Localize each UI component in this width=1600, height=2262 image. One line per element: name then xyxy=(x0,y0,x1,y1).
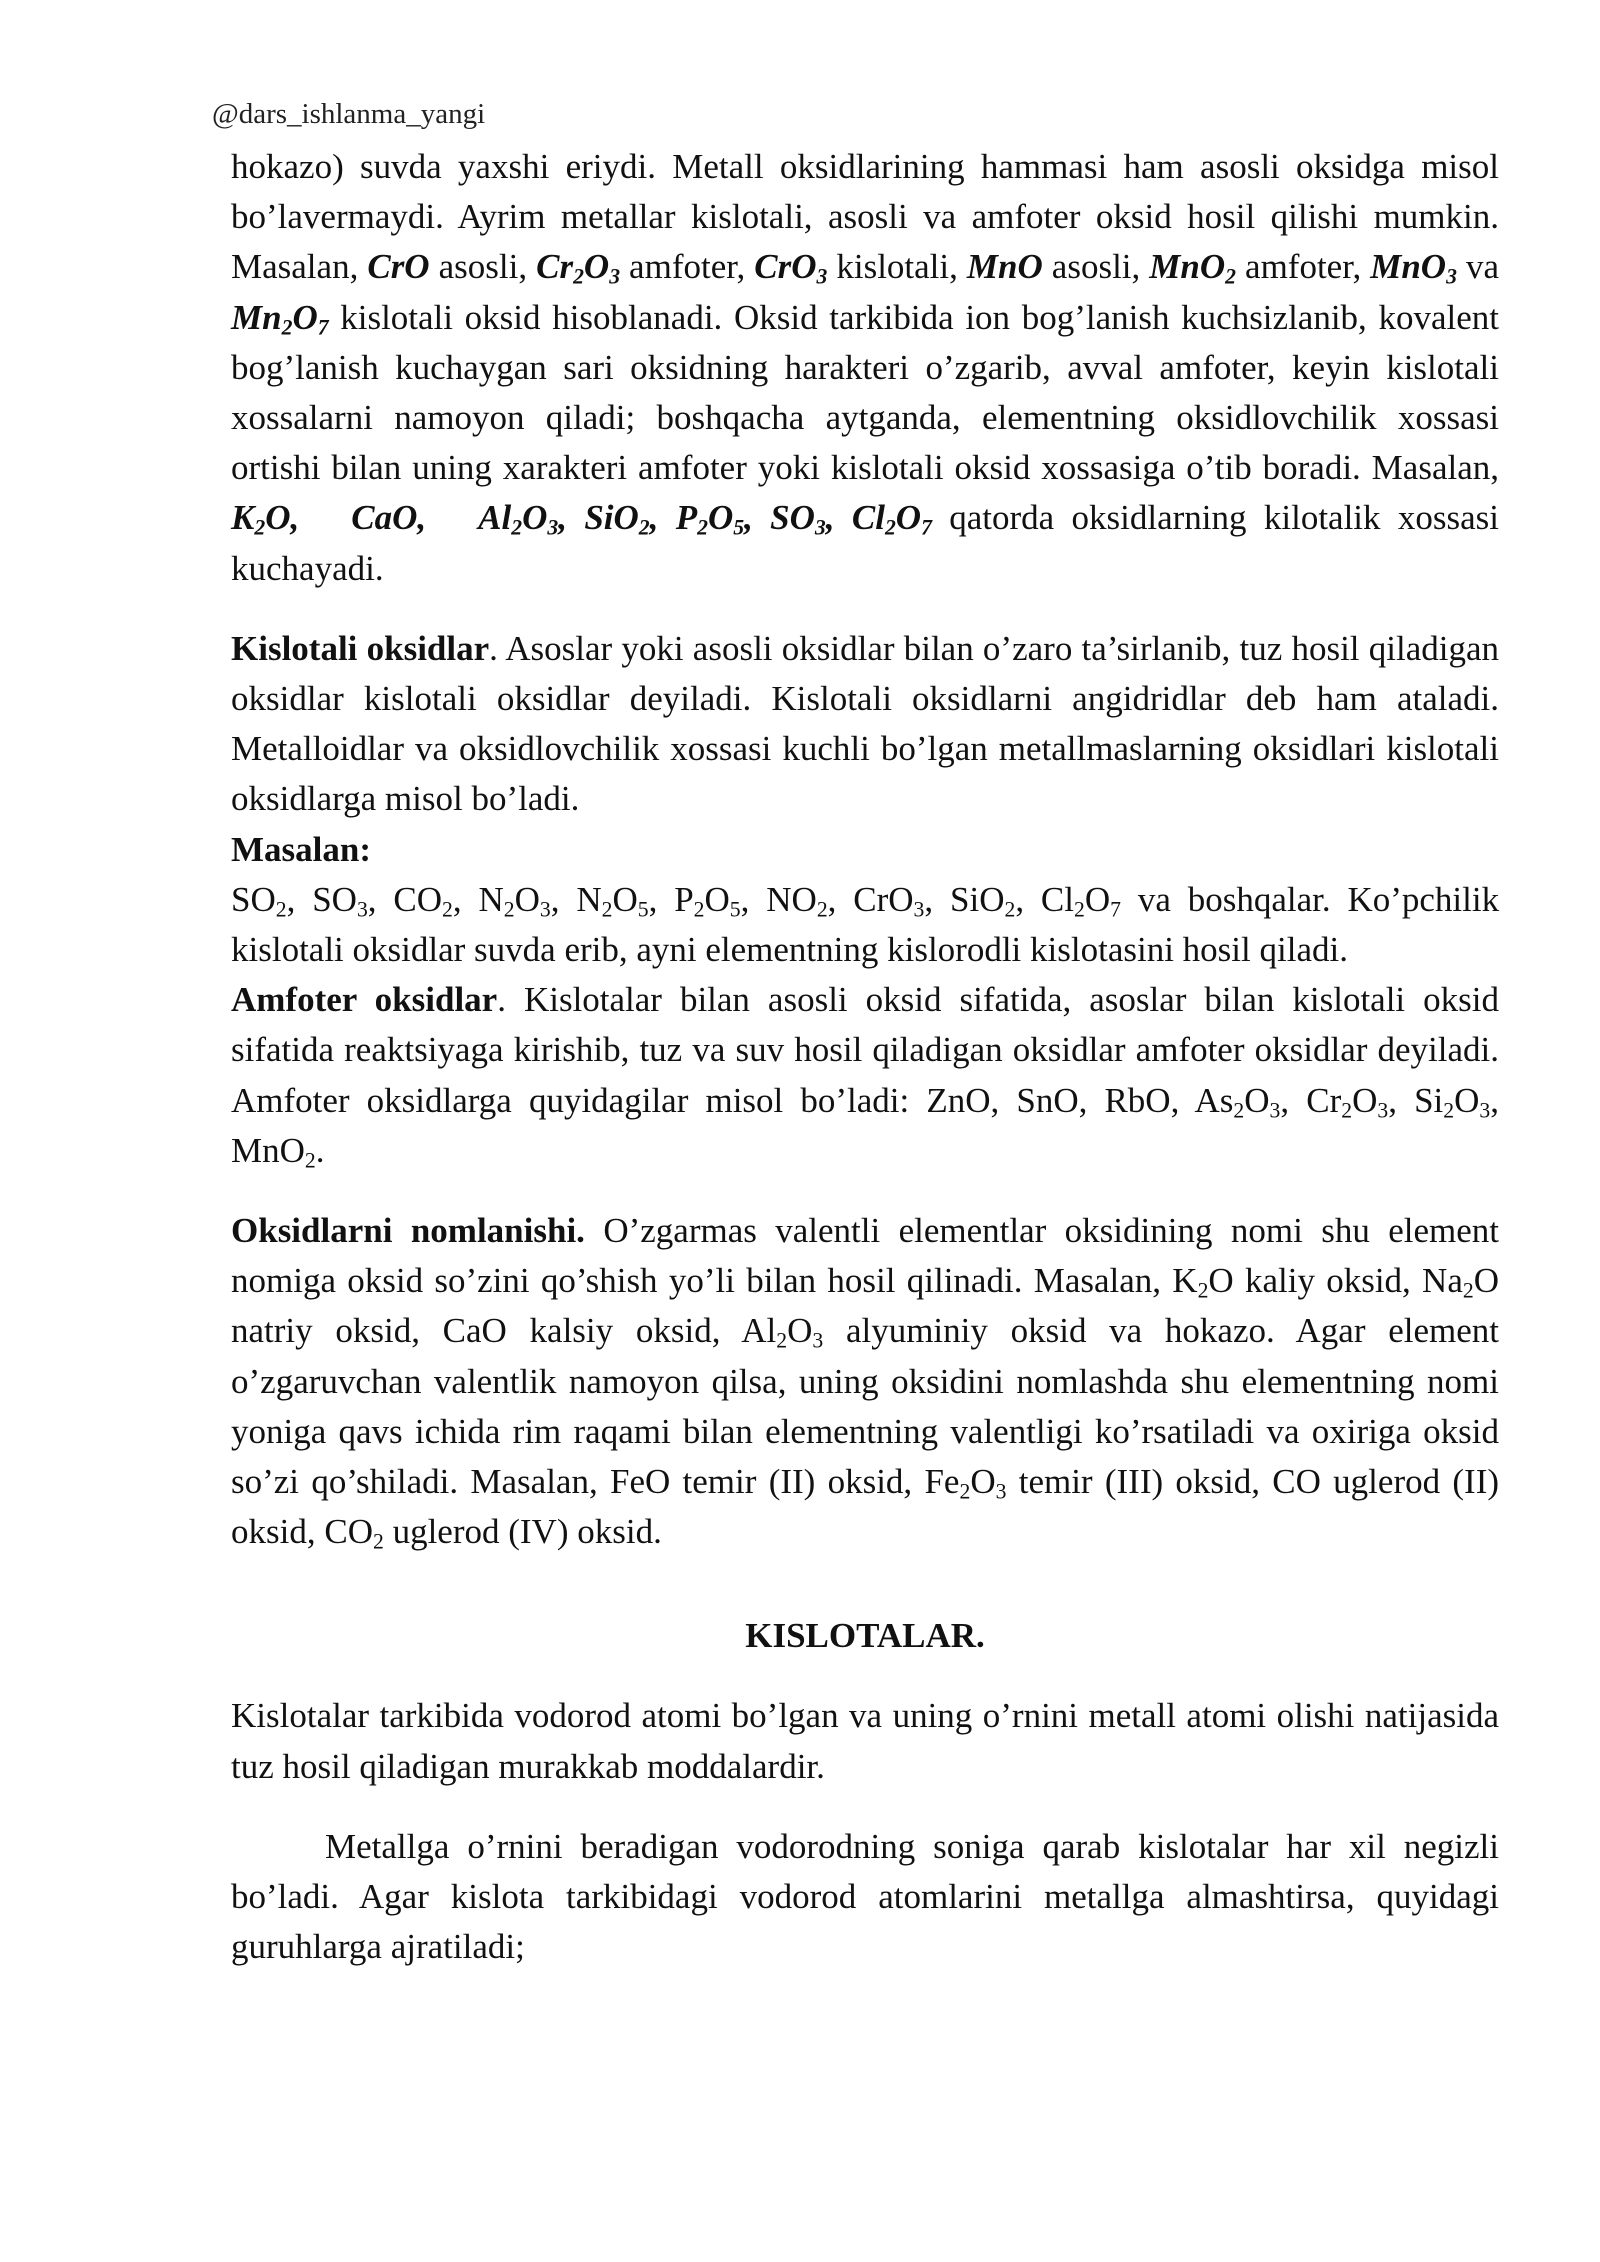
spacer xyxy=(231,1557,1499,1611)
spacer xyxy=(231,1176,1499,1206)
term-oxide-naming: Oksidlarni nomlanishi. xyxy=(231,1211,585,1251)
term-acidic-oxides: Kislotali oksidlar xyxy=(231,628,490,668)
paragraph-oxide-character: hokazo) suvda yaxshi eriydi. Metall oksidlarining hammasi ham asosli oksidga misol bo’lavermaydi. Ayrim metallar kislotali, asosli va amfoter oksid hosil qilishi mumkin. Masalan, CrO asosli, $Cr_2O_3$ amfoter, CrO$_3$ kislotali, MnO asosli, MnO$_2$ amfoter, MnO$_3$ va $Mn_2O_7$ kislotali oksid hisoblanadi. Oksid tarkibida ion bog’lanish kuchsizlanib, kovalent bog’lanish kuchaygan sari oksidning harakteri o’zgarib, avval amfoter, keyin kislotali xossalarni namoyon qiladi; boshqacha aytganda, elementning oksidlovchilik xossasi ortishi bilan uning xarakteri amfoter yoki kislotali oksid xossasiga o’tib boradi. Masalan, $K_2O$, CaO, $Al_2O_3$, SiO$_2$, $P_2O_5$, $SO_3$, $Cl_2O_7$ qatorda oksidlarning kilotalik xossasi kuchayadi. xyxy=(231,147,1499,588)
section-heading-acids: KISLOTALAR. xyxy=(745,1616,985,1656)
spacer xyxy=(231,1661,1499,1691)
paragraph-acidic-oxides: Kislotali oksidlar. Asoslar yoki asosli oksidlar bilan o’zaro ta’sirlanib, tuz hosil qiladigan oksidlar kislotali oksidlar deyiladi. Kislotali oksidlarni angidridlar deb ham ataladi. Metalloidlar va oksidlovchilik xossasi kuchli bo’lgan metallmaslarning oksidlari kislotali oksidlarga misol bo’ladi. xyxy=(231,628,1499,819)
label-masalan: Masalan: xyxy=(231,829,371,869)
paragraph-amphoteric-oxides: Amfoter oksidlar. Kislotalar bilan asosli oksid sifatida, asoslar bilan kislotali oksid sifatida reaktsiyaga kirishib, tuz va suv hosil qiladigan oksidlar amfoter oksidlar deyiladi. Amfoter oksidlarga quyidagilar misol bo’ladi: ZnO, SnO, RbO, $As_2O_3$, $Cr_2O_3$, $Si_2O_3$, MnO$_2$. xyxy=(231,980,1500,1173)
paragraph-acids-basicity: Metallga o’rnini beradigan vodorodning soniga qarab kislotalar har xil negizli bo’ladi. Agar kislota tarkibidagi vodorod atomlarini metallga almashtirsa, quyidagi guruhlarga ajratiladi; xyxy=(231,1826,1499,1967)
term-amphoteric-oxides: Amfoter oksidlar xyxy=(231,980,498,1020)
document-body xyxy=(231,142,1499,1973)
paragraph-oxide-naming: Oksidlarni nomlanishi. O’zgarmas valentli elementlar oksidining nomi shu element nomiga oksid so’zini qo’shish yo’li bilan hosil qilinadi. Masalan, $K_2O$ kaliy oksid, $Na_2O$ natriy oksid, CaO kalsiy oksid, $Al_2O_3$ alyuminiy oksid va hokazo. Agar element o’zgaruvchan valentlik namoyon qilsa, uning oksidini nomlashda shu elementning nomi yoniga qavs ichida rim raqami bilan elementning valentligi ko’rsatiladi va oxiriga oksid so’zi qo’shiladi. Masalan, FeO temir (II) oksid, $Fe_2O_3$ temir (III) oksid, CO uglerod (II) oksid, $CO_2$ uglerod (IV) oksid. xyxy=(231,1211,1499,1554)
spacer xyxy=(231,1792,1499,1822)
paragraph-acids-definition: Kislotalar tarkibida vodorod atomi bo’lgan va uning o’rnini metall atomi olishi natijasida tuz hosil qiladigan murakkab moddalardir. xyxy=(231,1696,1499,1786)
paragraph-acidic-oxide-examples: $SO_2$, $SO_3$, $CO_2$, $N_2O_3$, $N_2O_5$, $P_2O_5$, $NO_2$, CrO$_3$, SiO$_2$, $Cl_2O_7$ va boshqalar. Ko’pchilik kislotali oksidlar suvda erib, ayni elementning kislorodli kislotasini hosil qiladi. xyxy=(231,879,1500,970)
page-header-watermark: @dars_ishlanma_yangi xyxy=(212,98,486,130)
spacer xyxy=(231,594,1499,624)
